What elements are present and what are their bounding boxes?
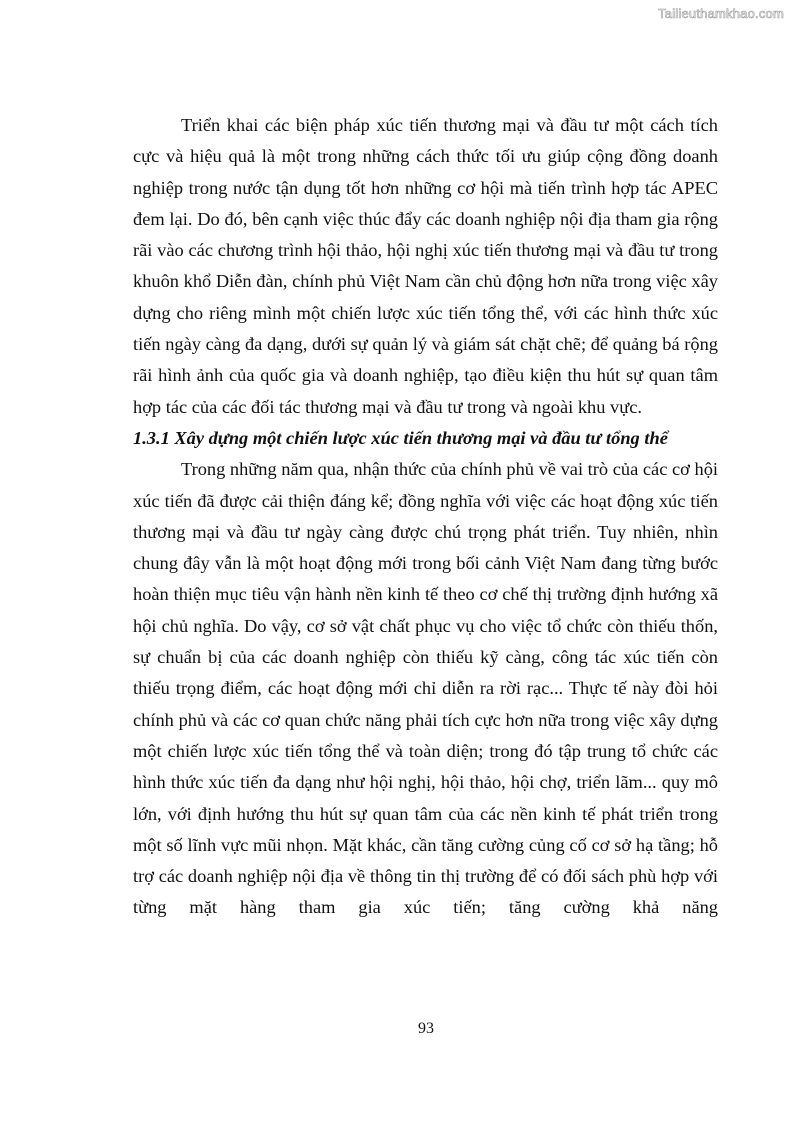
paragraph-section-body: Trong những năm qua, nhận thức của chính phủ về vai trò của các cơ hội xúc tiến đã được cải thiện đáng kể; đồng nghĩa với việc các hoạt động xúc tiến thương mại và đầu tư ngày càng được chú trọng phát triển. Tuy nhiên, nhìn chung đây vẫn là một hoạt động mới trong bối cảnh Việt Nam đang từng bước hoàn thiện mục tiêu vận hành nền kinh tế theo cơ chế thị trường định hướng xã hội chủ nghĩa. Do vậy, cơ sở vật chất phục vụ cho việc tổ chức còn thiếu thốn, sự chuẩn bị của các doanh nghiệp còn thiếu kỹ càng, công tác xúc tiến còn thiếu trọng điểm, các hoạt động mới chỉ diễn ra rời rạc... Thực tế này đòi hỏi chính phủ và các cơ quan chức năng phải tích cực hơn nữa trong việc xây dựng một chiến lược xúc tiến tổng thể và toàn diện; trong đó tập trung tổ chức các hình thức xúc tiến đa dạng như hội nghị, hội thảo, hội chợ, triển lãm... quy mô lớn, với định hướng thu hút sự quan tâm của các nền kinh tế phát triển trong một số lĩnh vực mũi nhọn. Mặt khác, cần tăng cường củng cố cơ sở hạ tầng; hỗ trợ các doanh nghiệp nội địa về thông tin thị trường để có đối sách phù hợp với từng mặt hàng tham gia xúc tiến; tăng cường khả năng [133, 459, 718, 918]
document-body [133, 110, 718, 924]
page-number: 93 [418, 1020, 434, 1037]
paragraph-intro: Triển khai các biện pháp xúc tiến thương mại và đầu tư một cách tích cực và hiệu quả là một trong những cách thức tối ưu giúp cộng đồng doanh nghiệp trong nước tận dụng tốt hơn những cơ hội mà tiến trình hợp tác APEC đem lại. Do đó, bên cạnh việc thúc đẩy các doanh nghiệp nội địa tham gia rộng rãi vào các chương trình hội thảo, hội nghị xúc tiến thương mại và đầu tư trong khuôn khổ Diễn đàn, chính phủ Việt Nam cần chủ động hơn nữa trong việc xây dựng cho riêng mình một chiến lược xúc tiến tổng thể, với các hình thức xúc tiến ngày càng đa dạng, dưới sự quản lý và giám sát chặt chẽ; để quảng bá rộng rãi hình ảnh của quốc gia và doanh nghiệp, tạo điều kiện thu hút sự quan tâm hợp tác của các đối tác thương mại và đầu tư trong và ngoài khu vực. [133, 115, 718, 417]
watermark-text: Tailieuthamkhao.com [658, 6, 784, 21]
section-heading: 1.3.1 Xây dựng một chiến lược xúc tiến thương mại và đầu tư tổng thể [133, 427, 668, 448]
